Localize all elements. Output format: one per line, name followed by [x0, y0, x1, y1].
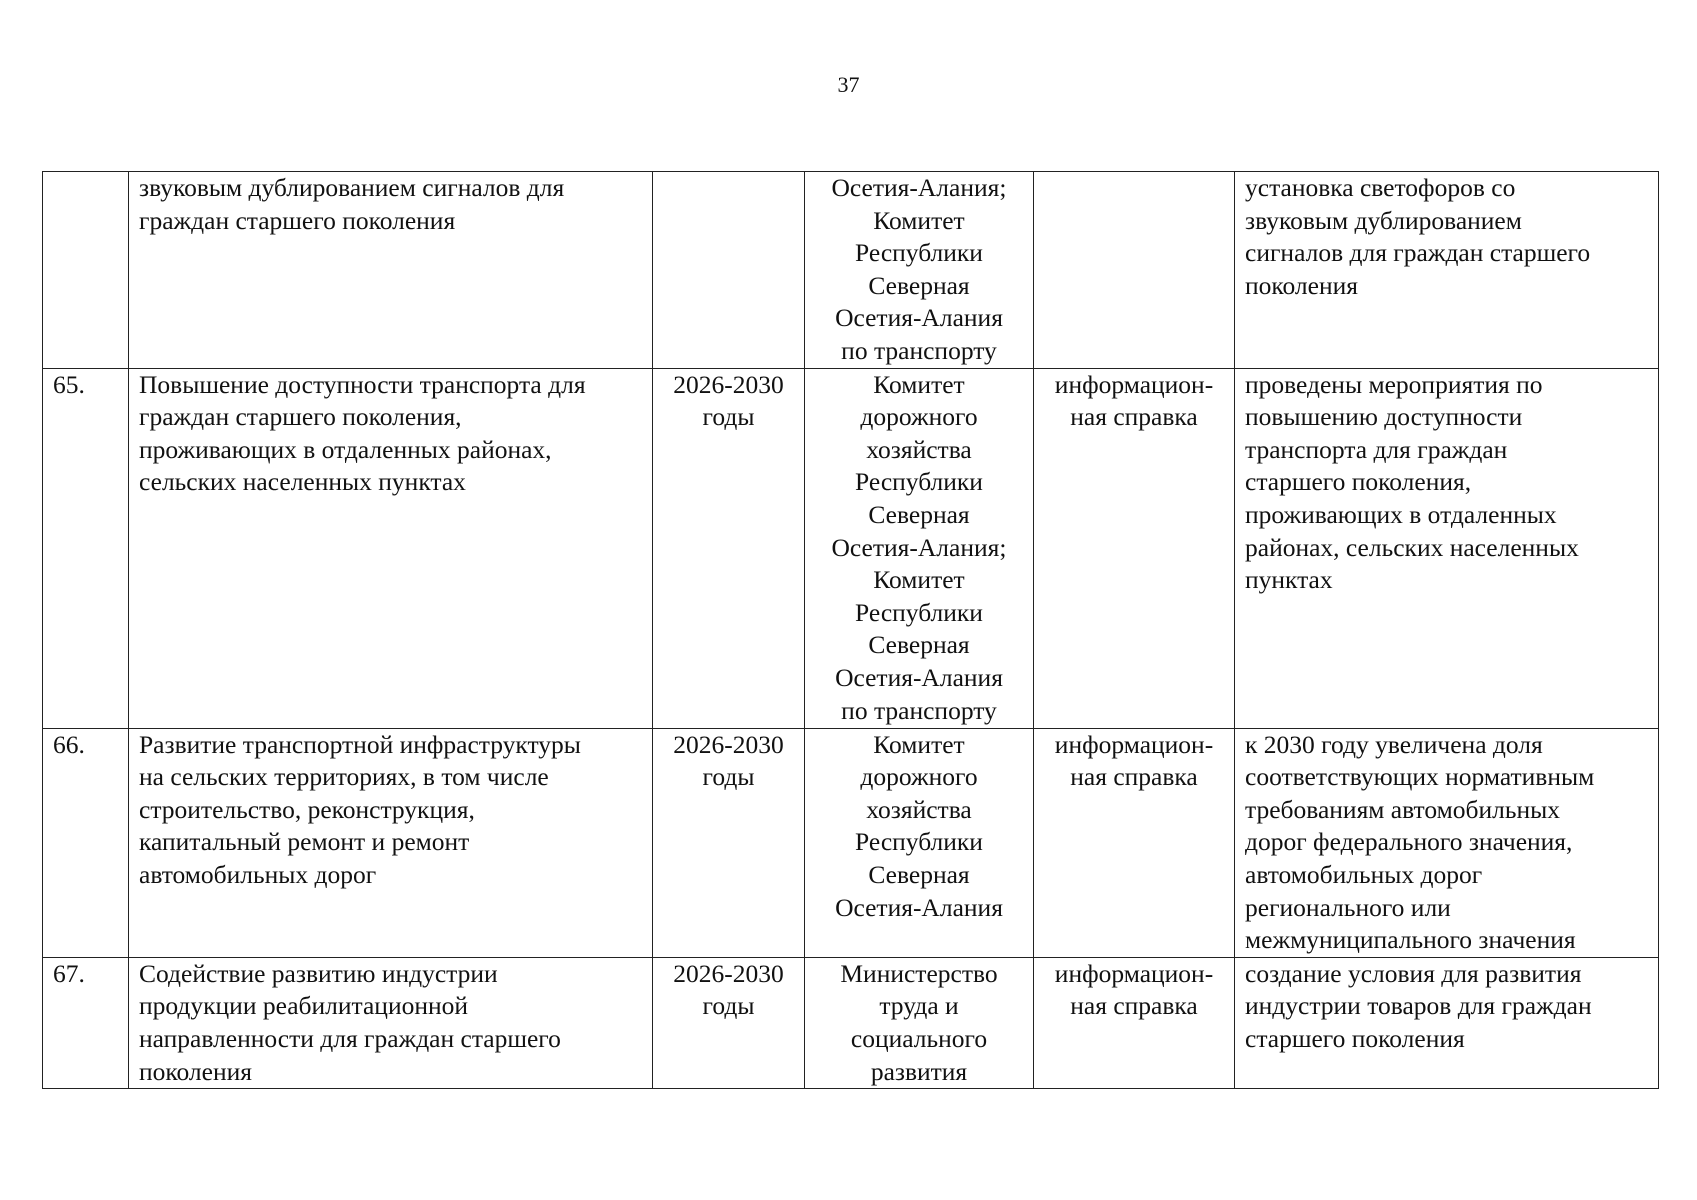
- cell-text-line: ная справка: [1070, 762, 1198, 792]
- cell-text-line: ная справка: [1070, 402, 1198, 432]
- table-row: [43, 957, 1659, 1088]
- cell-text-line: сельских населенных пунктах: [139, 467, 466, 497]
- cell-text-line: 2026-2030: [673, 369, 784, 399]
- cell-text-line: Комитет: [873, 205, 965, 235]
- cell-text-line: автомобильных дорог: [139, 859, 377, 889]
- cell-text-line: Республики: [855, 467, 983, 497]
- cell-text-line: граждан старшего поколения,: [139, 402, 462, 432]
- expected-result-cell: [1235, 728, 1659, 957]
- cell-text-line: Комитет: [873, 565, 965, 595]
- measure-name-cell: [129, 172, 653, 369]
- cell-text-line: Республики: [855, 238, 983, 268]
- cell-text-line: проведены мероприятия по: [1245, 369, 1543, 399]
- term-cell: [653, 728, 805, 957]
- cell-text-line: 66.: [53, 729, 85, 759]
- cell-text-line: граждан старшего поколения: [139, 205, 456, 235]
- cell-text-line: Содействие развитию индустрии: [139, 958, 498, 988]
- cell-text-line: развития: [870, 1056, 968, 1086]
- cell-text-line: Северная: [868, 859, 970, 889]
- row-number-cell: [43, 172, 129, 369]
- cell-text-line: установка светофоров со: [1245, 173, 1516, 202]
- table-row: [43, 368, 1659, 728]
- cell-text-line: дорожного: [860, 402, 978, 432]
- cell-text-line: требованиям автомобильных: [1245, 794, 1560, 824]
- cell-text-line: поколения: [139, 1056, 252, 1086]
- cell-text-line: Комитет: [873, 369, 965, 399]
- cell-text-line: хозяйства: [866, 794, 972, 824]
- cell-text-line: Осетия-Алания: [835, 892, 1003, 922]
- cell-text-line: информацион-: [1054, 369, 1214, 399]
- measure-name-cell: [129, 957, 653, 1088]
- table-row: [43, 728, 1659, 957]
- cell-text-line: по транспорту: [841, 335, 997, 365]
- measure-name-cell: [129, 728, 653, 957]
- cell-text-line: Повышение доступности транспорта для: [139, 369, 586, 399]
- cell-text-line: по транспорту: [841, 695, 997, 725]
- cell-text-line: Северная: [868, 270, 970, 300]
- cell-text-line: годы: [702, 991, 755, 1021]
- executors-cell: [805, 728, 1034, 957]
- cell-text-line: Осетия-Алания: [835, 303, 1003, 333]
- cell-text-line: капитальный ремонт и ремонт: [139, 827, 470, 857]
- document-type-cell: [1034, 728, 1235, 957]
- cell-text-line: дорожного: [860, 762, 978, 792]
- cell-text-line: информацион-: [1054, 958, 1214, 988]
- cell-text-line: ная справка: [1070, 991, 1198, 1021]
- cell-text-line: годы: [702, 402, 755, 432]
- cell-text-line: информацион-: [1054, 729, 1214, 759]
- cell-text-line: районах, сельских населенных: [1245, 532, 1579, 562]
- measure-name-cell: [129, 368, 653, 728]
- cell-text-line: социального: [850, 1023, 988, 1053]
- cell-text-line: 67.: [53, 958, 85, 988]
- executors-cell: [805, 368, 1034, 728]
- cell-text-line: повышению доступности: [1245, 402, 1523, 432]
- cell-text-line: сигналов для граждан старшего: [1245, 238, 1591, 268]
- cell-text-line: создание условия для развития: [1245, 958, 1582, 988]
- cell-text-line: Северная: [868, 630, 970, 660]
- cell-text-line: индустрии товаров для граждан: [1245, 991, 1592, 1021]
- executors-cell: [805, 957, 1034, 1088]
- cell-text-line: транспорта для граждан: [1245, 434, 1508, 464]
- cell-text-line: Осетия-Алания;: [831, 532, 1007, 562]
- cell-text-line: 2026-2030: [673, 958, 784, 988]
- cell-text-line: соответствующих нормативным: [1245, 762, 1595, 792]
- document-type-cell: [1034, 957, 1235, 1088]
- cell-text-line: Комитет: [873, 729, 965, 759]
- cell-text-line: межмуниципального значения: [1245, 925, 1576, 955]
- term-cell: [653, 957, 805, 1088]
- cell-text-line: автомобильных дорог: [1245, 859, 1483, 889]
- cell-text-line: направленности для граждан старшего: [139, 1023, 561, 1053]
- cell-text-line: Республики: [855, 597, 983, 627]
- cell-text-line: звуковым дублированием сигналов для: [139, 173, 565, 202]
- cell-text-line: проживающих в отдаленных: [1245, 499, 1557, 529]
- expected-result-cell: [1235, 172, 1659, 369]
- cell-text-line: Осетия-Алания;: [831, 173, 1007, 202]
- cell-text-line: пунктах: [1245, 565, 1333, 595]
- cell-text-line: регионального или: [1245, 892, 1451, 922]
- cell-text-line: Развитие транспортной инфраструктуры: [139, 729, 581, 759]
- cell-text-line: дорог федерального значения,: [1245, 827, 1573, 857]
- measures-table: [42, 171, 1659, 1089]
- document-type-cell: [1034, 368, 1235, 728]
- cell-text-line: Министерство: [840, 958, 998, 988]
- cell-text-line: хозяйства: [866, 434, 972, 464]
- cell-text-line: 65.: [53, 369, 85, 399]
- term-cell: [653, 368, 805, 728]
- row-number-cell: [43, 368, 129, 728]
- cell-text-line: старшего поколения,: [1245, 467, 1472, 497]
- page-number: 37: [837, 72, 860, 97]
- row-number-cell: [43, 728, 129, 957]
- term-cell: [653, 172, 805, 369]
- cell-text-line: строительство, реконструкция,: [139, 794, 475, 824]
- cell-text-line: Северная: [868, 499, 970, 529]
- cell-text-line: звуковым дублированием: [1245, 205, 1522, 235]
- table-row: [43, 172, 1659, 369]
- executors-cell: [805, 172, 1034, 369]
- cell-text-line: Осетия-Алания: [835, 662, 1003, 692]
- cell-text-line: годы: [702, 762, 755, 792]
- cell-text-line: на сельских территориях, в том числе: [139, 762, 549, 792]
- cell-text-line: труда и: [879, 991, 959, 1021]
- expected-result-cell: [1235, 957, 1659, 1088]
- row-number-cell: [43, 957, 129, 1088]
- document-type-cell: [1034, 172, 1235, 369]
- cell-text-line: 2026-2030: [673, 729, 784, 759]
- cell-text-line: Республики: [855, 827, 983, 857]
- expected-result-cell: [1235, 368, 1659, 728]
- cell-text-line: поколения: [1245, 270, 1358, 300]
- cell-text-line: продукции реабилитационной: [139, 991, 469, 1021]
- cell-text-line: проживающих в отдаленных районах,: [139, 434, 552, 464]
- cell-text-line: старшего поколения: [1245, 1023, 1465, 1053]
- cell-text-line: к 2030 году увеличена доля: [1245, 729, 1543, 759]
